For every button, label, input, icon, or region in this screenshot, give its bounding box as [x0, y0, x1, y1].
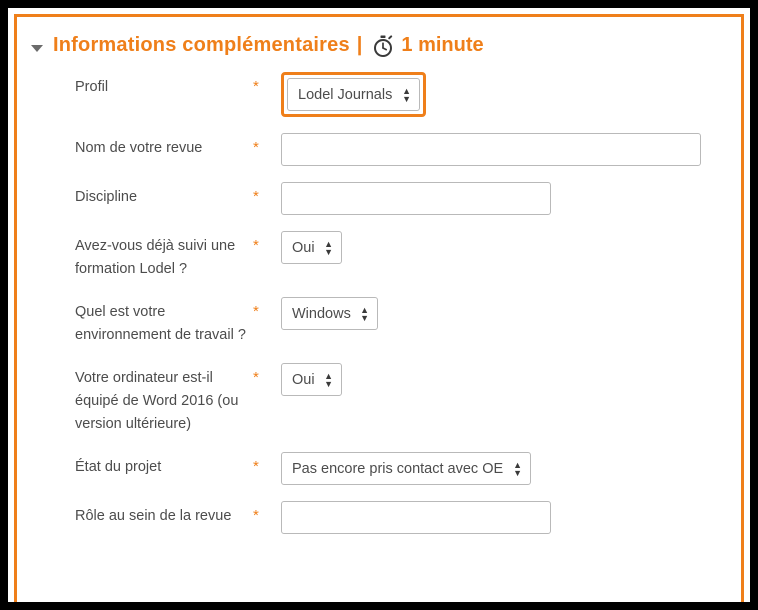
section-title: Informations complémentaires: [53, 34, 350, 56]
field-row-nom-revue: [17, 133, 741, 166]
chevron-updown-icon: ▲ ▼: [324, 370, 333, 389]
field-label-role-revue: Rôle au sein de la revue: [75, 508, 232, 524]
profil-highlight-box: [281, 72, 426, 117]
field-control-etat-projet: [281, 452, 531, 485]
field-control-discipline: [281, 182, 551, 215]
field-control-profil: [281, 72, 426, 117]
field-label-formation-lodel: Avez-vous déjà suivi une formation Lodel ?: [75, 238, 236, 277]
field-label-discipline: Discipline: [75, 189, 138, 205]
field-row-role-revue: [17, 501, 741, 534]
field-label-etat-projet: État du projet: [75, 459, 162, 475]
section-header[interactable]: [17, 17, 741, 66]
field-control-role-revue: [281, 501, 551, 534]
required-marker-role-revue: *: [253, 507, 259, 524]
section-separator: |: [356, 34, 363, 56]
field-row-formation-lodel: [17, 231, 741, 281]
word2016-select-wrapper[interactable]: [281, 363, 342, 396]
chevron-updown-icon: ▲ ▼: [360, 304, 369, 323]
chevron-updown-icon: ▲ ▼: [324, 238, 333, 257]
required-marker-etat-projet: *: [253, 458, 259, 475]
field-control-nom-revue: [281, 133, 701, 166]
field-row-profil: [17, 72, 741, 117]
chevron-updown-icon: ▲ ▼: [402, 85, 411, 104]
environnement-select[interactable]: [281, 297, 378, 330]
section-duration: 1 minute: [401, 34, 484, 56]
field-label-environnement: Quel est votre environnement de travail ?: [75, 304, 246, 343]
field-row-discipline: [17, 182, 741, 215]
formation-lodel-select[interactable]: [281, 231, 342, 264]
etat-projet-select[interactable]: [281, 452, 531, 485]
page-background: [8, 8, 750, 602]
etat-projet-select-wrapper[interactable]: [281, 452, 531, 485]
profil-select-wrapper[interactable]: [287, 78, 420, 111]
required-marker-word2016: *: [253, 369, 259, 386]
role-revue-input[interactable]: [281, 501, 551, 534]
form-section-frame: [14, 14, 744, 602]
field-row-environnement: [17, 297, 741, 347]
field-control-environnement: [281, 297, 378, 330]
formation-lodel-select-wrapper[interactable]: [281, 231, 342, 264]
required-marker-nom-revue: *: [253, 139, 259, 156]
field-label-nom-revue: Nom de votre revue: [75, 140, 203, 156]
profil-select[interactable]: [287, 78, 420, 111]
form-fields: [17, 66, 741, 534]
required-marker-formation-lodel: *: [253, 237, 259, 254]
required-marker-profil: *: [253, 78, 259, 95]
field-row-word2016: [17, 363, 741, 436]
field-control-word2016: [281, 363, 342, 396]
field-control-formation-lodel: [281, 231, 342, 264]
field-row-etat-projet: [17, 452, 741, 485]
environnement-select-wrapper[interactable]: [281, 297, 378, 330]
field-label-word2016: Votre ordinateur est-il équipé de Word 2016 (ou version ultérieure): [75, 370, 239, 432]
required-marker-environnement: *: [253, 303, 259, 320]
field-label-profil: Profil: [75, 79, 109, 95]
discipline-input[interactable]: [281, 182, 551, 215]
required-marker-discipline: *: [253, 188, 259, 205]
chevron-updown-icon: ▲ ▼: [513, 459, 522, 478]
word2016-select[interactable]: [281, 363, 342, 396]
nom-revue-input[interactable]: [281, 133, 701, 166]
stopwatch-icon: [371, 34, 395, 63]
caret-down-icon[interactable]: [31, 45, 43, 52]
